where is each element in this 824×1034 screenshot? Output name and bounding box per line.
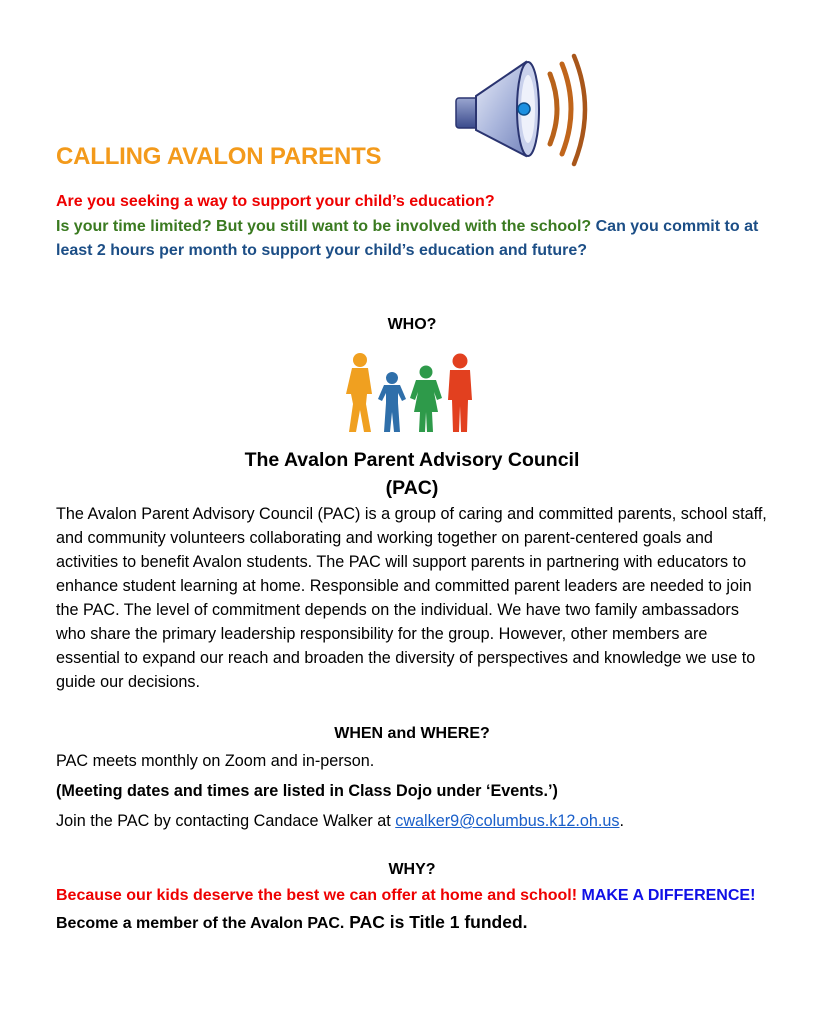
- contact-email-link[interactable]: cwalker9@columbus.k12.oh.us: [395, 812, 620, 830]
- intro-question-1: Are you seeking a way to support your child’s education?: [56, 193, 495, 210]
- org-name: The Avalon Parent Advisory Council: [244, 449, 580, 471]
- intro-question-3: Can you commit to at least 2 hours per month to support your child’s education and future?: [56, 217, 759, 259]
- meeting-info: PAC meets monthly on Zoom and in-person.: [56, 752, 375, 770]
- when-heading: WHEN and WHERE?: [334, 725, 490, 742]
- why-part-4: PAC is Title 1 funded.: [344, 912, 528, 932]
- family-people-icon: [344, 352, 478, 434]
- who-heading: WHO?: [387, 316, 437, 333]
- why-part-3: Become a member of the Avalon PAC.: [56, 915, 345, 932]
- intro-questions: [56, 190, 776, 264]
- contact-prefix: Join the PAC by contacting Candace Walker at: [56, 812, 396, 830]
- why-statement: [56, 883, 776, 937]
- pac-title: [0, 446, 824, 502]
- why-part-1: Because our kids deserve the best we can offer at home and school!: [56, 887, 578, 904]
- org-abbr: (PAC): [385, 477, 439, 499]
- megaphone-icon: [452, 52, 594, 170]
- why-part-2: MAKE A DIFFERENCE!: [577, 887, 756, 904]
- intro-question-2: Is your time limited? But you still want to be involved with the school?: [56, 217, 592, 235]
- meeting-dates-note: (Meeting dates and times are listed in Class Dojo under ‘Events.’): [56, 782, 558, 800]
- contact-suffix: .: [619, 812, 624, 830]
- contact-line: [56, 812, 624, 831]
- why-heading: WHY?: [388, 861, 436, 878]
- page-title: CALLING AVALON PARENTS: [56, 143, 382, 170]
- pac-description: The Avalon Parent Advisory Council (PAC) is a group of caring and committed parents, school staff, and community volunteers collaborating and working together on parent-centered goals and activities to benefit Avalon students. The PAC will support parents in partnering with educators to enhance student learning at home. Responsible and committed parent leaders are needed to join the PAC. The level of commitment depends on the individual. We have two family ambassadors who share the primary leadership responsibility for the group. However, other members are essential to expand our reach and broaden the diversity of perspectives and knowledge we use to guide our decisions.: [56, 505, 767, 691]
